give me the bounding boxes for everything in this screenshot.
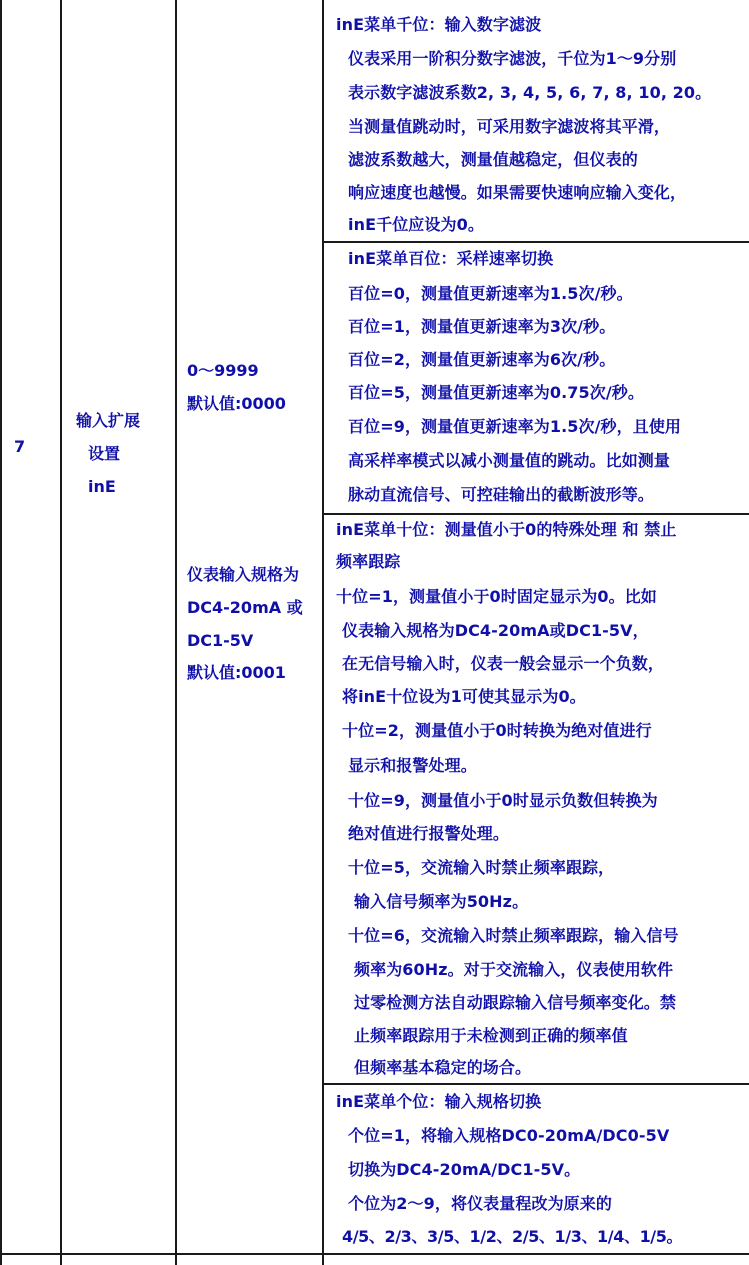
column-divider-1 <box>60 0 62 1265</box>
segment-heading: inE菜单个位：输入规格切换 <box>336 1092 542 1111</box>
segment-line: 十位=2，测量值小于0时转换为绝对值进行 <box>342 721 652 740</box>
range-default: 默认值:0000 <box>187 394 286 413</box>
segment-divider-1 <box>322 241 749 243</box>
segment-line: 止频率跟踪用于未检测到正确的频率值 <box>354 1026 628 1045</box>
segment-line: 个位为2～9，将仪表量程改为原来的 <box>348 1194 612 1213</box>
segment-line: 十位=1，测量值小于0时固定显示为0。比如 <box>336 587 657 606</box>
row-bottom-border <box>0 1253 749 1255</box>
column-divider-2 <box>175 0 177 1265</box>
segment-line: 个位=1，将输入规格DC0-20mA/DC0-5V <box>348 1126 670 1145</box>
segment-line: 响应速度也越慢。如果需要快速响应输入变化， <box>348 183 687 202</box>
segment-line: 表示数字滤波系数2, 3, 4, 5, 6, 7, 8, 10, 20。 <box>348 83 712 102</box>
segment-line: 切换为DC4-20mA/DC1-5V。 <box>348 1160 581 1179</box>
segment-line: 高采样率模式以减小测量值的跳动。比如测量 <box>348 451 671 470</box>
segment-line: 绝对值进行报警处理。 <box>348 824 510 843</box>
segment-line: 当测量值跳动时，可采用数字滤波将其平滑， <box>348 117 671 136</box>
segment-line: 百位=0，测量值更新速率为1.5次/秒。 <box>348 284 633 303</box>
segment-line: 频率跟踪 <box>336 552 401 571</box>
segment-line: 十位=9，测量值小于0时显示负数但转换为 <box>348 791 658 810</box>
segment-line: 滤波系数越大，测量值越稳定，但仪表的 <box>348 150 638 169</box>
segment-line: 百位=9，测量值更新速率为1.5次/秒，且使用 <box>348 417 682 436</box>
segment-line: 十位=6，交流输入时禁止频率跟踪，输入信号 <box>348 926 679 945</box>
segment-line: 百位=1，测量值更新速率为3次/秒。 <box>348 317 616 336</box>
segment-line: 百位=2，测量值更新速率为6次/秒。 <box>348 350 616 369</box>
spec-default: 默认值:0001 <box>187 663 286 682</box>
segment-line: 过零检测方法自动跟踪输入信号频率变化。禁 <box>354 993 677 1012</box>
segment-line: 在无信号输入时，仪表一般会显示一个负数， <box>342 654 665 673</box>
segment-line: 显示和报警处理。 <box>348 756 477 775</box>
segment-line: 十位=5，交流输入时禁止频率跟踪， <box>348 858 615 877</box>
segment-line: 将inE十位设为1可使其显示为0。 <box>342 687 586 706</box>
segment-heading: inE菜单百位：采样速率切换 <box>348 249 554 268</box>
spec-line-1: 仪表输入规格为 <box>187 565 300 584</box>
segment-line: 仪表采用一阶积分数字滤波，千位为1～9分别 <box>348 49 677 68</box>
spec-line-3: DC1-5V <box>187 631 254 650</box>
segment-divider-3 <box>322 1083 749 1085</box>
table-border-left <box>0 0 2 1265</box>
param-name-line-3: inE <box>88 477 116 496</box>
segment-heading: inE菜单十位：测量值小于0的特殊处理 和 禁止 <box>336 520 677 539</box>
segment-line: 仪表输入规格为DC4-20mA或DC1-5V， <box>342 621 649 640</box>
spec-line-2: DC4-20mA 或 <box>187 598 303 617</box>
segment-line: 脉动直流信号、可控硅输出的截断波形等。 <box>348 485 654 504</box>
param-name-line-1: 输入扩展 <box>76 411 141 430</box>
range-value: 0～9999 <box>187 361 259 380</box>
param-name-line-2: 设置 <box>88 444 121 463</box>
segment-heading: inE菜单千位：输入数字滤波 <box>336 15 542 34</box>
row-index: 7 <box>14 437 26 456</box>
segment-line: 4/5、2/3、3/5、1/2、2/5、1/3、1/4、1/5。 <box>342 1227 683 1246</box>
segment-line: 频率为60Hz。对于交流输入，仪表使用软件 <box>354 960 674 979</box>
segment-line: inE千位应设为0。 <box>348 215 484 234</box>
column-divider-3 <box>322 0 324 1265</box>
segment-line: 百位=5，测量值更新速率为0.75次/秒。 <box>348 383 644 402</box>
segment-line: 输入信号频率为50Hz。 <box>354 892 529 911</box>
segment-line: 但频率基本稳定的场合。 <box>354 1058 532 1077</box>
